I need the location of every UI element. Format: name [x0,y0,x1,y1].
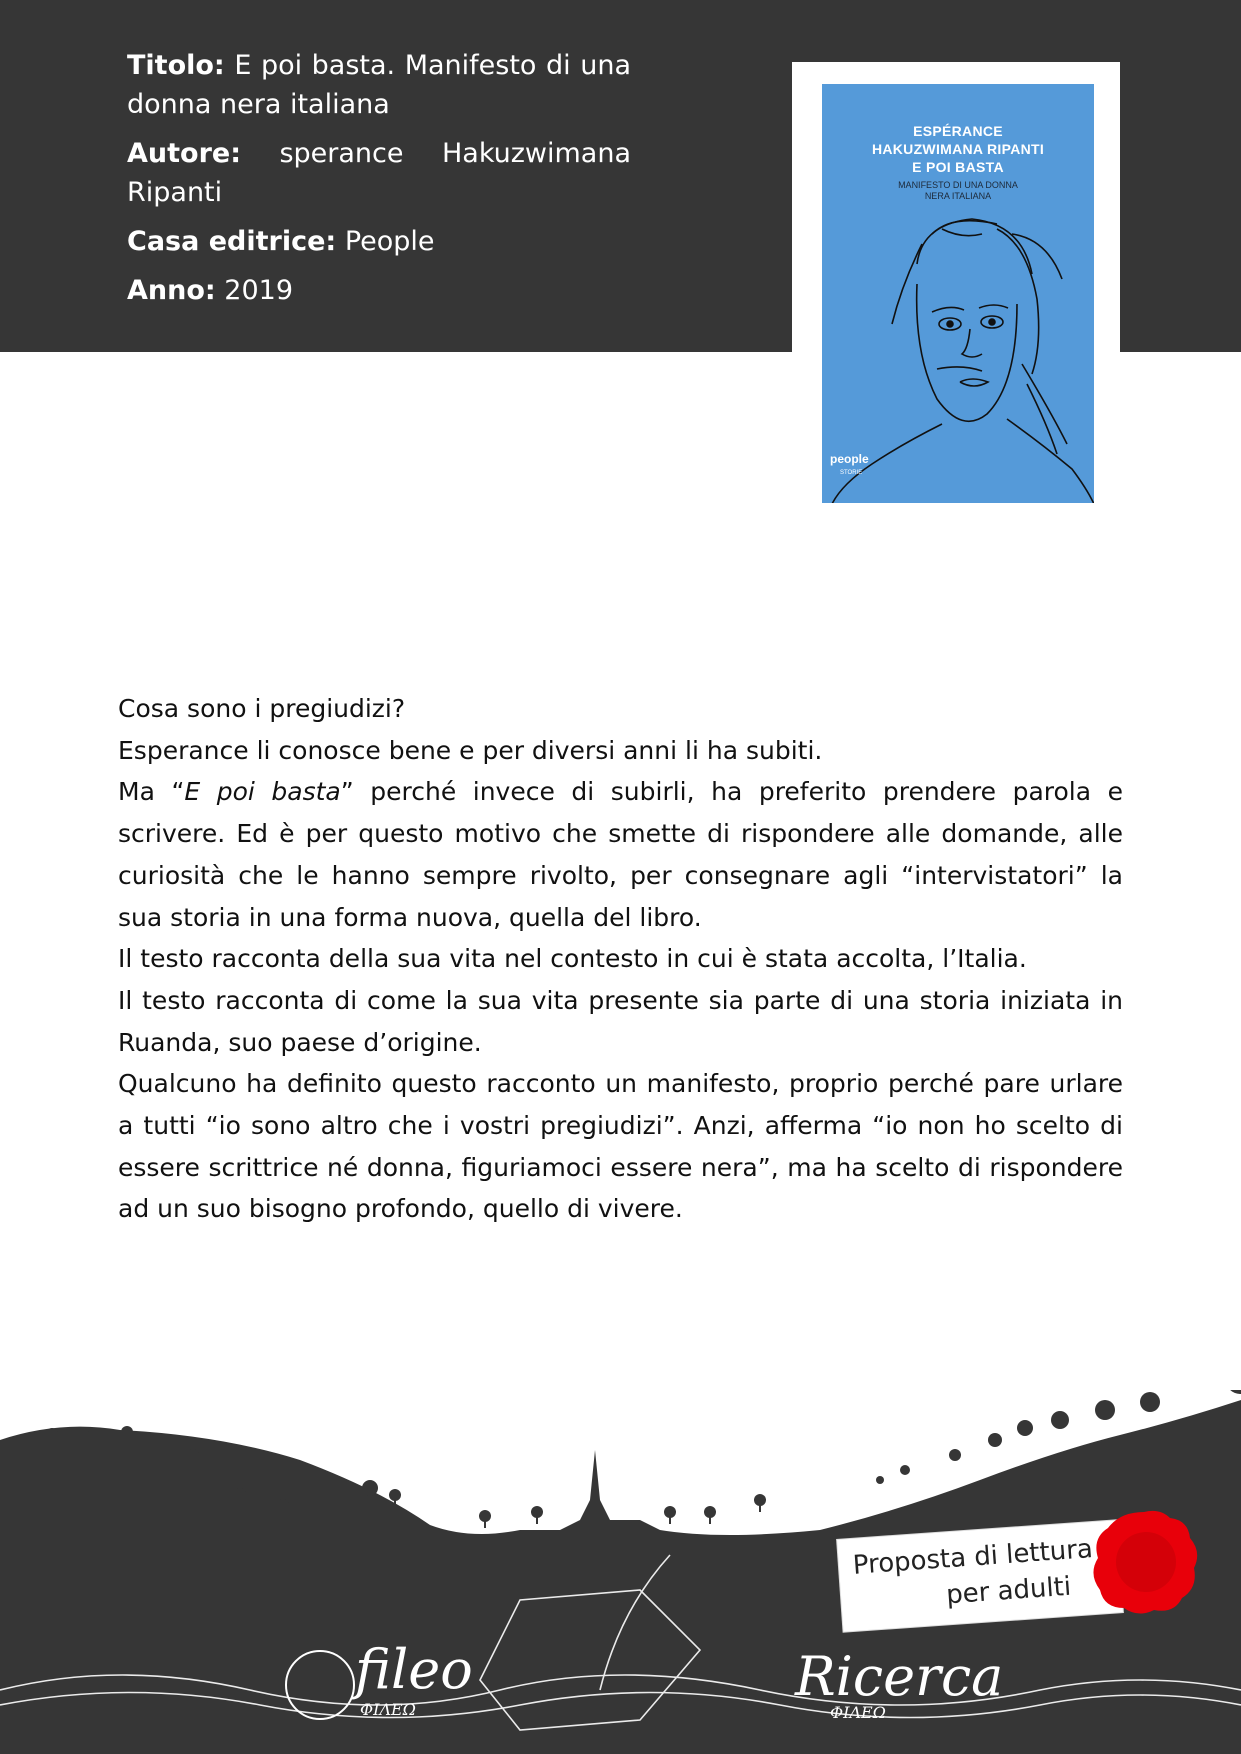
paragraph-2: Esperance li conosce bene e per diversi anni li ha subiti. [118,735,823,765]
paragraph-6: Qualcuno ha definito questo racconto un manifesto, proprio perché pare urlare a tutti “io sono altro che i vostri pregiudizi”. Anzi, afferma “io non ho scelto di essere scrittrice né donna, figuriamoci essere nera”, ma ha scelto di rispondere ad un suo bisogno profondo, quello di vivere. [118,1069,1123,1224]
author-value: sperance Hakuzwimana Ripanti [127,138,631,208]
year-row [127,271,631,310]
wax-seal-icon [1090,1508,1198,1616]
reading-proposal-badge [837,1520,1123,1631]
brand-fileo-sub: ΦΙΛΕΩ [360,1700,416,1719]
paragraph-1: Cosa sono i pregiudizi? [118,694,406,723]
brand-ricerca-sub: ΦΙΛΕΩ [830,1703,886,1722]
author-label: Autore: [127,138,241,169]
badge-line2: per adulti [945,1571,1073,1611]
paragraph-4: Il testo racconta della sua vita nel contesto in cui è stata accolta, l’Italia. [118,944,1027,974]
brand-fileo: fileo [355,1638,473,1701]
book-title-italic: E poi basta [184,777,341,807]
year-label: Anno: [127,275,216,306]
cover-subtitle-line2: NERA ITALIANA [924,191,992,201]
fileo-logo-icon [285,1650,355,1720]
cover-title: E POI BASTA [912,159,1004,175]
cover-author-line1: ESPÉRANCE [913,123,1003,139]
cover-author [822,122,1094,176]
year-value: 2019 [224,275,293,306]
book-cover [822,84,1094,503]
brand-ricerca: Ricerca [795,1645,1004,1708]
publisher-label: Casa editrice: [127,226,337,257]
title-row [127,46,631,124]
paragraph-3-end: ” perché invece di subirli, ha preferito prendere parola e scrivere. Ed è per questo motivo che smette di rispondere alle domande, alle curiosità che le hanno sempre rivolto, per consegnare agli “intervistatori” la sua storia in una forma nuova, quella del libro. [118,777,1123,932]
cover-subtitle-line1: MANIFESTO DI UNA DONNA [898,180,1018,190]
title-label: Titolo: [127,50,225,81]
cover-author-line2: HAKUZWIMANA RIPANTI [871,141,1045,157]
badge-line1: Proposta di lettura [851,1534,1094,1581]
book-metadata [127,46,631,320]
paragraph-3-start: Ma “ [118,777,185,807]
cover-publisher: people [830,452,869,466]
review-text [118,688,1123,1230]
paragraph-5: Il testo racconta di come la sua vita presente sia parte di una storia iniziata in Ruanda, suo paese d’origine. [118,985,1123,1057]
paragraph-3 [118,771,1123,938]
publisher-value: People [344,226,435,257]
cover-subtitle [822,180,1094,202]
author-row [127,134,631,212]
cover-collection: STORIE [840,470,863,476]
title-value: E poi basta. Manifesto di una donna nera italiana [127,50,631,120]
publisher-row [127,222,631,261]
